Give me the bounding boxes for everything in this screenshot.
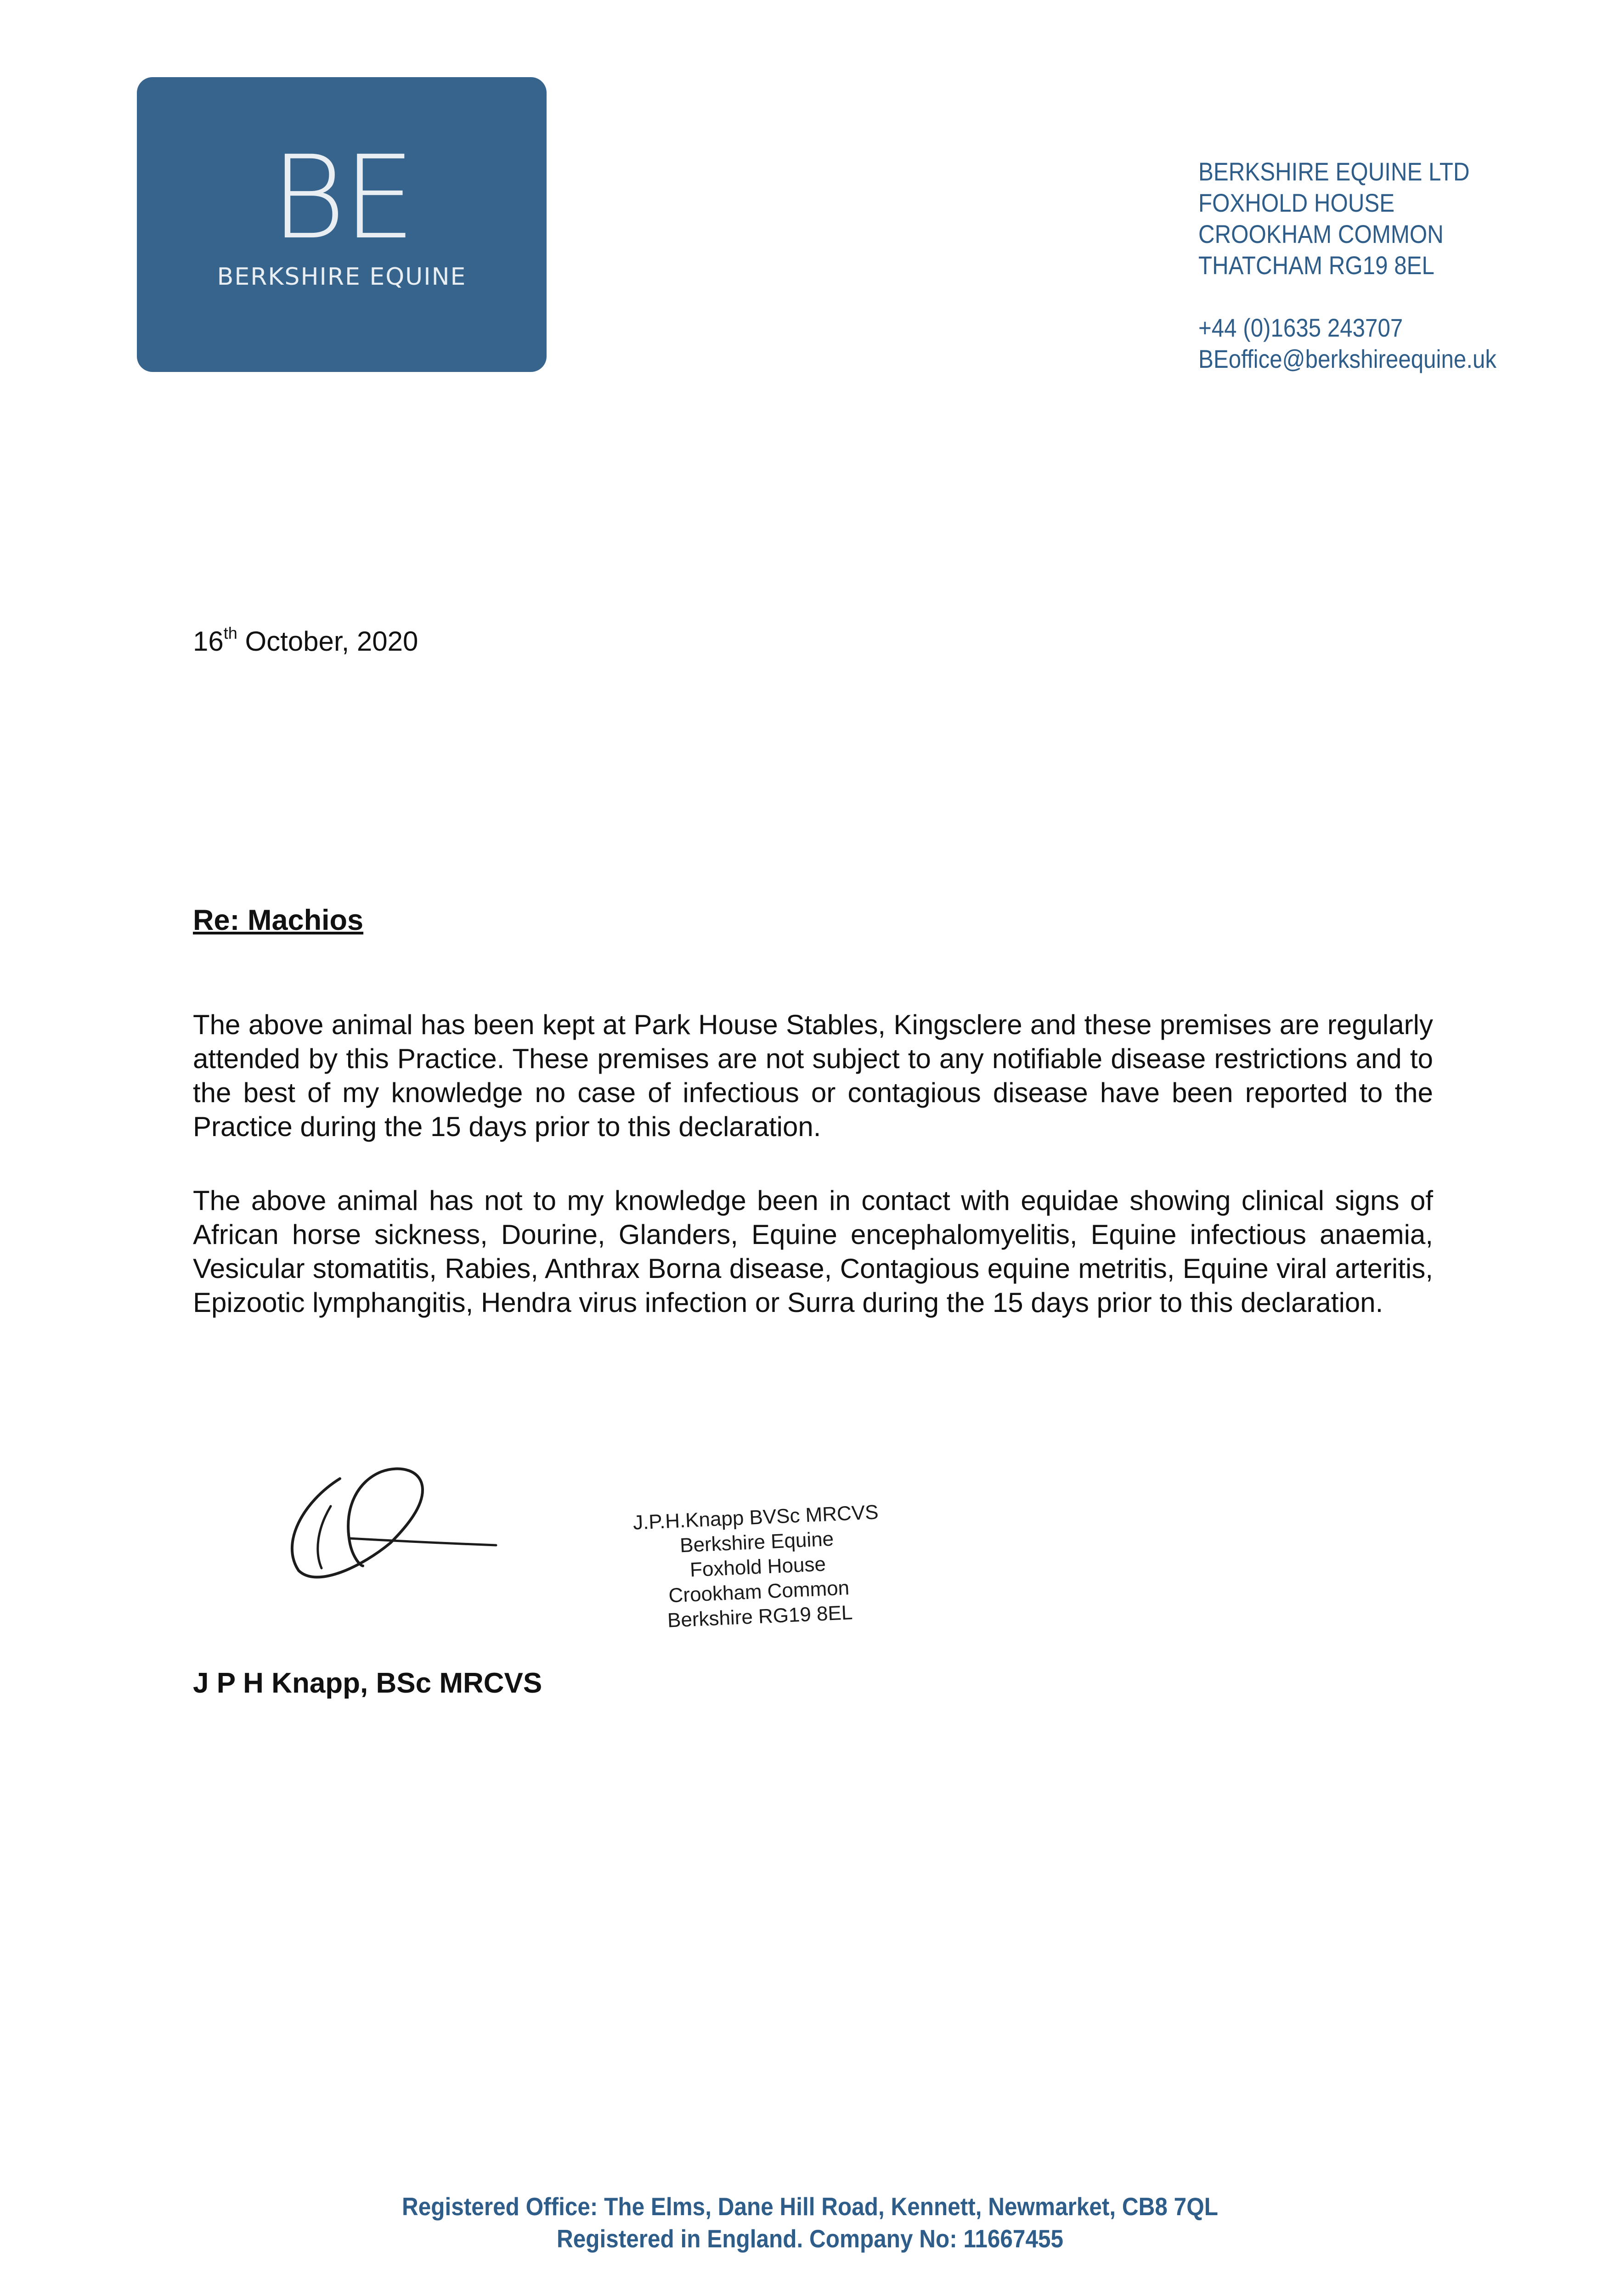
signatory-name: J P H Knapp, BSc MRCVS: [193, 1667, 542, 1699]
company-logo: [137, 77, 547, 372]
address-line: FOXHOLD HOUSE: [1198, 188, 1395, 217]
address-line: CROOKHAM COMMON: [1198, 219, 1444, 248]
stamp-line: Berkshire RG19 8EL: [667, 1601, 853, 1632]
stamp-line: Foxhold House: [689, 1553, 826, 1581]
company-name: BERKSHIRE EQUINE LTD: [1198, 157, 1470, 186]
stamp-line: J.P.H.Knapp BVSc MRCVS: [632, 1501, 879, 1534]
date-day: 16: [193, 626, 224, 657]
footer-line: Registered Office: The Elms, Dane Hill Road, Kennett, Newmarket, CB8 7QL: [402, 2192, 1218, 2221]
date-month-year: October, 2020: [237, 626, 418, 657]
letter-subject: Re: Machios: [193, 904, 364, 936]
handwritten-signature: [271, 1451, 501, 1589]
body-paragraph-2: The above animal has not to my knowledge been in contact with equidae showing clinical signs of African horse sickness, Dourine, Glanders, Equine encephalomyelitis, Equine infectious anaemia, Vesicular stomatitis, Rabies, Anthrax Borna disease, Contagious equine metritis, Equine viral arteritis, Epizootic lymphangitis, Hendra virus infection or Surra during the 15 days prior to this declaration.: [193, 1185, 1433, 1318]
email-address: BEoffice@berkshireequine.uk: [1198, 344, 1497, 373]
logo-wordmark: BERKSHIRE EQUINE: [217, 263, 467, 291]
stamp-line: Crookham Common: [668, 1576, 850, 1607]
letter-date: [193, 625, 418, 658]
phone-number: +44 (0)1635 243707: [1198, 313, 1403, 342]
footer-line: Registered in England. Company No: 11667455: [556, 2224, 1064, 2253]
stamp-line: Berkshire Equine: [679, 1527, 835, 1557]
address-stamp: [613, 1499, 903, 1636]
letterhead-address: [1198, 156, 1496, 375]
logo-monogram: BE: [271, 131, 413, 264]
registered-office-footer: [81, 2190, 1539, 2255]
address-line: THATCHAM RG19 8EL: [1198, 251, 1434, 280]
date-suffix: th: [223, 624, 237, 642]
body-paragraph-1: The above animal has been kept at Park House Stables, Kingsclere and these premises are regularly attended by this Practice. These premises are not subject to any notifiable disease restrictions and to the best of my knowledge no case of infectious or contagious disease have been reported to the Practice during the 15 days prior to this declaration.: [193, 1009, 1433, 1142]
